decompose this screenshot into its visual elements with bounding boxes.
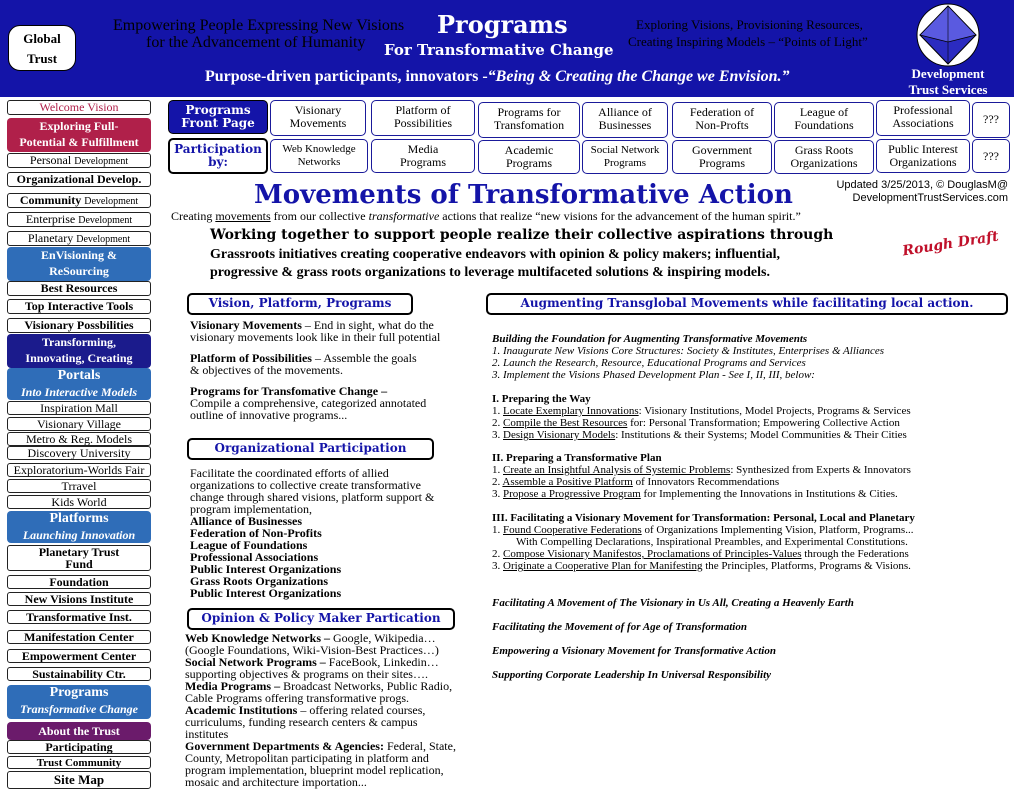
platform-possibilities-text [190, 352, 460, 376]
nav-social-network-programs[interactable] [582, 140, 668, 174]
federations-link[interactable]: Found Cooperative Federations [503, 524, 642, 536]
sidebar-label: Planetary Trust [38, 545, 120, 559]
transformative-plan-block: II. Preparing a Transformative Plan 1. Create an Insightful Analysis of Systemic Problems: Synthesized from Experts & Innovators 2. Assemble a Positive Platform of Innovators Recommendations 3. Propose a Progressive Program for Implementing the Innovations in Institutions & Cities. [492, 452, 1008, 500]
s3-1-cont: With Compelling Declarations, Inspirational Preambles, and Experimental Constitutions. [516, 536, 908, 548]
sidebar-item-best-resources[interactable] [7, 281, 151, 296]
sidebar-item-metro-reg-models[interactable] [7, 432, 151, 446]
org-text-4: program implementation, [190, 502, 312, 516]
sidebar-label: Community [19, 193, 82, 207]
sidebar-item-exploratorium[interactable] [7, 463, 151, 477]
updated-line-2: DevelopmentTrustServices.com [852, 192, 1008, 204]
section-1-title: I. Preparing the Way [492, 393, 591, 405]
nav-line-2: Movements [289, 116, 347, 130]
sidebar-label: Visionary Possbilities [24, 318, 134, 332]
nav-line-1: Public Interest [888, 142, 958, 156]
org-text-3: change through shared visions, platform support & [190, 490, 435, 504]
nav-line-1: ??? [983, 112, 999, 126]
sidebar-sub: Development [78, 215, 133, 226]
tagline-left-2: for the Advancement of Humanity [146, 34, 366, 51]
sidebar-item-portals[interactable] [7, 368, 151, 400]
s1-1-rest: : Visionary Institutions, Model Projects, Programs & Services [638, 405, 911, 417]
sidebar-label-2: Launching Innovation [22, 528, 136, 542]
sidebar-item-organizational-develop[interactable] [7, 172, 151, 187]
sidebar-sub: Development [74, 156, 129, 167]
foundation-item-2: 2. Launch the Research, Resource, Educational Programs and Services [492, 357, 806, 369]
sidebar-label: Inspiration Mall [40, 401, 118, 415]
nav-alliance-of-businesses[interactable] [582, 102, 668, 138]
gd-bold: Government Departments & Agencies: [185, 739, 384, 753]
foundation-item-1: 1. Inaugurate New Visions Core Structures: Society & Institutes, Enterprises & Alliances [492, 345, 884, 357]
rough-draft-label: Rough Draft [901, 228, 1000, 260]
sidebar-label-2: Into Interactive Models [21, 385, 137, 399]
sn-bold: Social Network Programs – [185, 655, 326, 669]
facilitating-line-1: Facilitating A Movement of The Visionary in Us All, Creating a Heavenly Earth [492, 597, 854, 609]
design-models-link[interactable]: Design Visionary Models [503, 429, 616, 441]
nav-front-line-2: Front Page [181, 116, 255, 130]
sidebar-sub: Development [76, 234, 131, 245]
updated-line-1: Updated 3/25/2013, © DouglasM@ [836, 179, 1008, 191]
section-2-title: II. Preparing a Transformative Plan [492, 452, 662, 464]
gd-text-3: program implementation, blueprint model replication, [185, 763, 444, 777]
s2-3-rest: for Implementing the Innovations in Institutions & Cities. [640, 488, 898, 500]
s3-3-rest: the Principles, Platforms, Programs & Visions. [702, 560, 911, 572]
sidebar-label-2: Potential & Fulfillment [19, 135, 139, 149]
sidebar-label: Transformative Inst. [26, 610, 132, 624]
tagline-right-2: Creating Inspiring Models – “Points of Light” [628, 34, 868, 49]
sidebar-item-new-visions-institute[interactable] [7, 592, 151, 606]
platform-link[interactable]: Assemble a Positive Platform [502, 476, 633, 488]
intro-italic: transformative [368, 209, 440, 223]
sidebar-label: Transforming, [41, 335, 117, 349]
sidebar-item-inspiration-mall[interactable] [7, 401, 151, 415]
nav-line-2: Programs [603, 157, 647, 169]
sidebar-label: Portals [57, 368, 101, 383]
wk-text-2: (Google Foundations, Wiki-Vision-Best Practices…) [185, 643, 439, 657]
section-vision-platform-programs[interactable]: Vision, Platform, Programs [187, 293, 413, 315]
nav-government-programs[interactable] [672, 140, 772, 174]
sidebar-label-2: Fund [65, 557, 93, 571]
pp-bold: Platform of Possibilities [190, 351, 312, 365]
purpose-statement [205, 68, 790, 86]
s2-2-rest: of Innovators Recommendations [632, 476, 780, 488]
vm-text-1: – End in sight, what do the [301, 318, 434, 332]
sidebar-item-platforms[interactable] [7, 511, 151, 543]
facilitating-line-2: Facilitating the Movement of for Age of Transformation [492, 621, 747, 633]
tagline-right-1: Exploring Visions, Provisioning Resources, [636, 17, 863, 32]
nav-programs-for-transformation[interactable] [478, 102, 580, 138]
nav-public-interest-organizations[interactable] [876, 139, 970, 173]
sidebar-item-site-map[interactable] [7, 771, 151, 789]
nav-platform-of-possibilities[interactable] [371, 100, 475, 136]
sidebar-label: Organizational Develop. [16, 172, 142, 186]
mp-text-1: Broadcast Networks, Public Radio, [280, 679, 453, 693]
purpose-italic: “Being & Creating the Change we Envision.” [487, 68, 790, 85]
sidebar-label: Trust Community [36, 757, 122, 769]
sidebar-label-2: Transformative Change [20, 702, 138, 716]
section-organizational-participation[interactable]: Organizational Participation [187, 438, 434, 460]
nav-line-1: Academic [504, 143, 554, 157]
org-list-item: Professional Associations [190, 550, 319, 564]
visionary-movement-block: III. Facilitating a Visionary Movement for Transformation: Personal, Local and Planetary 1. Found Cooperative Federations of Organizations Implementing Vision, Platform, Programs... With Compelling Declarations, Inspirational Preambles, and Experimental Constitutions. 2. Compose Visionary Manifestos, Proclamations of Principles-Values through the Federations 3. Originate a Cooperative Plan for Manifesting the Principles, Platforms, Programs & Visions. [492, 512, 1008, 572]
subhead-line-3: progressive & grass roots organizations to leverage multifaceted solutions & inspiring models. [210, 265, 770, 280]
org-text-2: organizations to collective create transformative [190, 478, 422, 492]
sidebar-label: Foundation [49, 575, 109, 589]
sidebar-label: Programs [49, 685, 109, 700]
opinion-policy-text [185, 632, 475, 788]
locate-innovations-link[interactable]: Locate Exemplary Innovations [503, 405, 639, 417]
ptc-text-1: Compile a comprehensive, categorized annotated [190, 396, 427, 410]
nav-federation-of-non-profits[interactable] [672, 102, 772, 138]
sidebar-label: Enterprise [25, 212, 76, 226]
nav-line-1: Social Network [590, 144, 660, 156]
sidebar-item-foundation[interactable] [7, 575, 151, 589]
section-3-title: III. Facilitating a Visionary Movement for Transformation: Personal, Local and Planetary [492, 512, 915, 524]
nav-line-2: Programs [699, 156, 745, 170]
visionary-movements-text [190, 319, 460, 343]
subhead-line-2: Grassroots initiatives creating cooperative endeavors with opinion & policy makers; influential, [210, 247, 780, 262]
ai-bold: Academic Institutions [185, 703, 298, 717]
page-title: Programs [437, 10, 568, 39]
nav-line-2: Organizations [889, 155, 957, 169]
analysis-link[interactable]: Create an Insightful Analysis of Systemic Problems [503, 464, 731, 476]
sidebar-item-about-the-trust[interactable] [7, 722, 151, 740]
nav-line-1: Government [692, 143, 752, 157]
nav-programs-front-page[interactable] [168, 100, 268, 134]
s1-3-rest: : Institutions & their Systems; Model Communities & Their Cities [615, 429, 907, 441]
brand-line-1: Global [23, 31, 61, 46]
sidebar-sub: Development [84, 196, 139, 207]
sidebar-item-kids-world[interactable] [7, 495, 151, 509]
mp-bold: Media Programs – [185, 679, 281, 693]
s3-2-rest: through the Federations [801, 548, 909, 560]
org-list-item: Grass Roots Organizations [190, 574, 328, 588]
organizational-text [190, 467, 460, 599]
sidebar-item-travel[interactable] [7, 479, 151, 493]
nav-professional-associations[interactable] [876, 100, 970, 136]
sidebar-label: Metro & Reg. Models [26, 432, 132, 446]
facilitating-line-4: Supporting Corporate Leadership In Universal Responsibility [492, 669, 772, 681]
vm-text-2: visionary movements look like in their full potential [190, 330, 441, 344]
nav-line-2: Associations [892, 116, 954, 130]
pp-text-2: & objectives of the movements. [190, 363, 343, 377]
mp-text-2: Cable Programs offering transformative progs. [185, 691, 410, 705]
nav-visionary-movements[interactable] [270, 100, 366, 136]
nav-line-2: Businesses [598, 118, 652, 132]
subhead: Working together to support people realize their collective aspirations through [210, 227, 834, 243]
vm-bold: Visionary Movements [190, 318, 302, 332]
foundation-title: Building the Foundation for Augmenting Transformative Movements [492, 333, 808, 345]
nav-web-knowledge-networks[interactable] [270, 139, 368, 173]
diamond-logo-icon[interactable] [908, 2, 988, 68]
main-heading: Movements of Transformative Action [254, 180, 793, 210]
sidebar-label: Platforms [49, 511, 109, 526]
sidebar-item-visionary-possibilities[interactable] [7, 318, 151, 333]
nav-unknown-2[interactable] [972, 139, 1010, 173]
sidebar-item-welcome-vision[interactable] [7, 100, 151, 115]
s1-2-rest: for: Personal Transformation; Empowering Collective Action [627, 417, 900, 429]
sidebar-item-planetary-development[interactable] [7, 231, 151, 246]
nav-line-1: League of [799, 105, 849, 119]
sidebar-label: Sustainability Ctr. [32, 667, 126, 681]
sidebar-item-community-development[interactable] [7, 193, 151, 208]
sidebar-label-2: ReSourcing [49, 264, 109, 278]
sidebar-label: Best Resources [40, 281, 118, 295]
sidebar-item-participating[interactable] [7, 740, 151, 754]
nav-participation-by [168, 138, 268, 174]
section-opinion-policy-makers[interactable]: Opinion & Policy Maker Partication [187, 608, 455, 630]
nav-line-2: Transfomation [493, 118, 565, 132]
sidebar-label: Planetary [27, 231, 74, 245]
compile-resources-link[interactable]: Compile the Best Resources [503, 417, 628, 429]
sidebar-item-top-interactive-tools[interactable] [7, 299, 151, 314]
cooperative-plan-link[interactable]: Originate a Cooperative Plan for Manifesting [503, 560, 703, 572]
sidebar-label: Manifestation Center [24, 630, 134, 644]
sidebar-label: Trravel [61, 479, 97, 493]
sidebar-item-discovery-university[interactable] [7, 446, 151, 460]
sidebar-item-envisioning-resourcing[interactable] [7, 247, 151, 281]
manifestos-link[interactable]: Compose Visionary Manifestos, Proclamations of Principles-Values [503, 548, 802, 560]
ai-text-3: institutes [185, 727, 229, 741]
sidebar-item-empowerment-center[interactable] [7, 649, 151, 663]
nav-academic-programs[interactable] [478, 140, 580, 174]
tagline-left-1: Empowering People Expressing New Visions [113, 17, 405, 34]
sidebar-label-2: Innovating, Creating [25, 351, 133, 365]
nav-unknown-1[interactable] [972, 102, 1010, 138]
ptc-text-2: outline of innovative programs... [190, 408, 348, 422]
org-text-1: Facilitate the coordinated efforts of allied [190, 466, 389, 480]
nav-line-2: Possibilities [393, 116, 452, 130]
wk-text-1: Google, Wikipedia… [330, 631, 436, 645]
org-list-item: League of Foundations [190, 538, 308, 552]
nav-line-2: Organizations [790, 156, 858, 170]
sidebar-label: Welcome Vision [39, 100, 119, 114]
sidebar-item-exploring-full-potential[interactable] [7, 118, 151, 152]
nav-line-1: Visionary [294, 103, 342, 117]
brand-line-2: Trust [26, 51, 58, 66]
sidebar-label: New Visions Institute [24, 592, 134, 606]
sidebar-item-transforming-innovating[interactable] [7, 334, 151, 368]
gd-text-4: mosaic and architecture importation... [185, 775, 367, 789]
sidebar-item-planetary-trust-fund[interactable] [7, 545, 151, 571]
sidebar-label: Visionary Village [37, 417, 121, 431]
nav-line-1: Grass Roots [794, 143, 854, 157]
sidebar-item-enterprise-development[interactable] [7, 212, 151, 227]
s2-1-rest: : Synthesized from Experts & Innovators [730, 464, 911, 476]
org-list-item: Alliance of Businesses [190, 514, 303, 528]
nav-line-1: Alliance of [598, 105, 652, 119]
sn-text-2: supporting objectives & programs on their sites…. [185, 667, 428, 681]
foundation-item-3: 3. Implement the Visions Phased Development Plan - See I, II, III, below: [492, 369, 815, 381]
intro-line [171, 209, 801, 224]
sidebar-label: Personal [29, 153, 72, 167]
wk-bold: Web Knowledge Networks – [185, 631, 330, 645]
intro-mid: from our collective [270, 209, 369, 223]
dev-trust-line-2: Trust Services [908, 82, 988, 97]
updated-notice [812, 179, 1008, 205]
page-subtitle: For Transformative Change [384, 41, 614, 59]
programs-change-text [190, 385, 460, 421]
sidebar-label: Site Map [53, 772, 105, 787]
nav-part-line-2: by: [208, 155, 228, 169]
nav-front-line-1: Programs [185, 103, 251, 117]
sidebar-label: Top Interactive Tools [24, 299, 134, 313]
sidebar-item-programs[interactable] [7, 685, 151, 719]
purpose-main: Purpose-driven participants, innovators - [205, 68, 488, 85]
nav-media-programs[interactable] [371, 139, 475, 173]
sidebar-label: Empowerment Center [21, 649, 137, 663]
section-augmenting-transglobal[interactable]: Augmenting Transglobal Movements while facilitating local action. [486, 293, 1008, 315]
org-list-item: Public Interest Organizations [190, 586, 342, 600]
sidebar-item-transformative-inst[interactable] [7, 610, 151, 624]
pp-text-1: – Assemble the goals [311, 351, 417, 365]
ai-text-1: – offering related courses, [297, 703, 426, 717]
nav-part-line-1: Participation [174, 142, 262, 156]
intro-pre: Creating [171, 209, 216, 223]
development-trust-services[interactable] [888, 66, 1008, 98]
nav-line-1: Federation of [689, 105, 755, 119]
sidebar-label: Participating [45, 740, 113, 754]
sidebar-item-trust-community[interactable] [7, 756, 151, 769]
nav-line-1: Platform of [395, 103, 451, 117]
nav-line-2: Networks [297, 156, 341, 168]
sidebar-label: Kids World [51, 495, 107, 509]
nav-grass-roots-organizations[interactable] [774, 140, 874, 174]
sidebar-label: Exploratorium-Worlds Fair [13, 463, 145, 477]
nav-league-of-foundations[interactable] [774, 102, 874, 138]
preparing-way-block: I. Preparing the Way 1. Locate Exemplary Innovations: Visionary Institutions, Model Projects, Programs & Services 2. Compile the Best Resources for: Personal Transformation; Empowering Collective Action 3. Design Visionary Models: Institutions & their Systems; Model Communities & Their Cities [492, 393, 1008, 441]
nav-line-2: Programs [400, 155, 446, 169]
gd-text-1: Federal, State, [383, 739, 456, 753]
sidebar-item-visionary-village[interactable] [7, 417, 151, 431]
sn-text-1: FaceBook, Linkedin… [325, 655, 439, 669]
intro-post: actions that realize “new visions for the advancement of the human spirit.” [439, 209, 801, 223]
org-list-item: Federation of Non-Profits [190, 526, 322, 540]
gd-text-2: County, Metropolitan participating in platform and [185, 751, 429, 765]
s3-1-rest: of Organizations Implementing Vision, Platform, Programs... [641, 524, 914, 536]
nav-line-2: Non-Profts [695, 118, 749, 132]
global-trust-logo[interactable] [8, 25, 76, 71]
foundation-block [492, 333, 1008, 381]
facilitating-line-3: Empowering a Visionary Movement for Transformative Action [492, 645, 776, 657]
org-list-item: Public Interest Organizations [190, 562, 342, 576]
program-link[interactable]: Propose a Progressive Program [503, 488, 641, 500]
movements-link[interactable]: movements [215, 209, 271, 223]
sidebar-item-manifestation-center[interactable] [7, 630, 151, 644]
dev-trust-line-1: Development [911, 66, 985, 81]
sidebar-item-personal-development[interactable] [7, 153, 151, 168]
nav-line-2: Programs [506, 156, 552, 170]
nav-line-1: Media [407, 142, 439, 156]
nav-line-1: Professional [893, 103, 953, 117]
ai-text-2: curriculums, funding research centers & campus [185, 715, 418, 729]
sidebar-label: About the Trust [38, 724, 120, 738]
nav-line-2: Foundations [794, 118, 854, 132]
nav-line-1: Web Knowledge [282, 143, 356, 155]
sidebar-label: EnVisioning & [41, 248, 117, 262]
sidebar-label: Exploring Full- [39, 119, 119, 133]
nav-line-1: Programs for [497, 105, 561, 119]
sidebar-label: Discovery University [27, 446, 131, 460]
nav-line-1: ??? [983, 149, 999, 163]
ptc-bold: Programs for Transfomative Change – [190, 384, 388, 398]
sidebar-item-sustainability-ctr[interactable] [7, 667, 151, 681]
